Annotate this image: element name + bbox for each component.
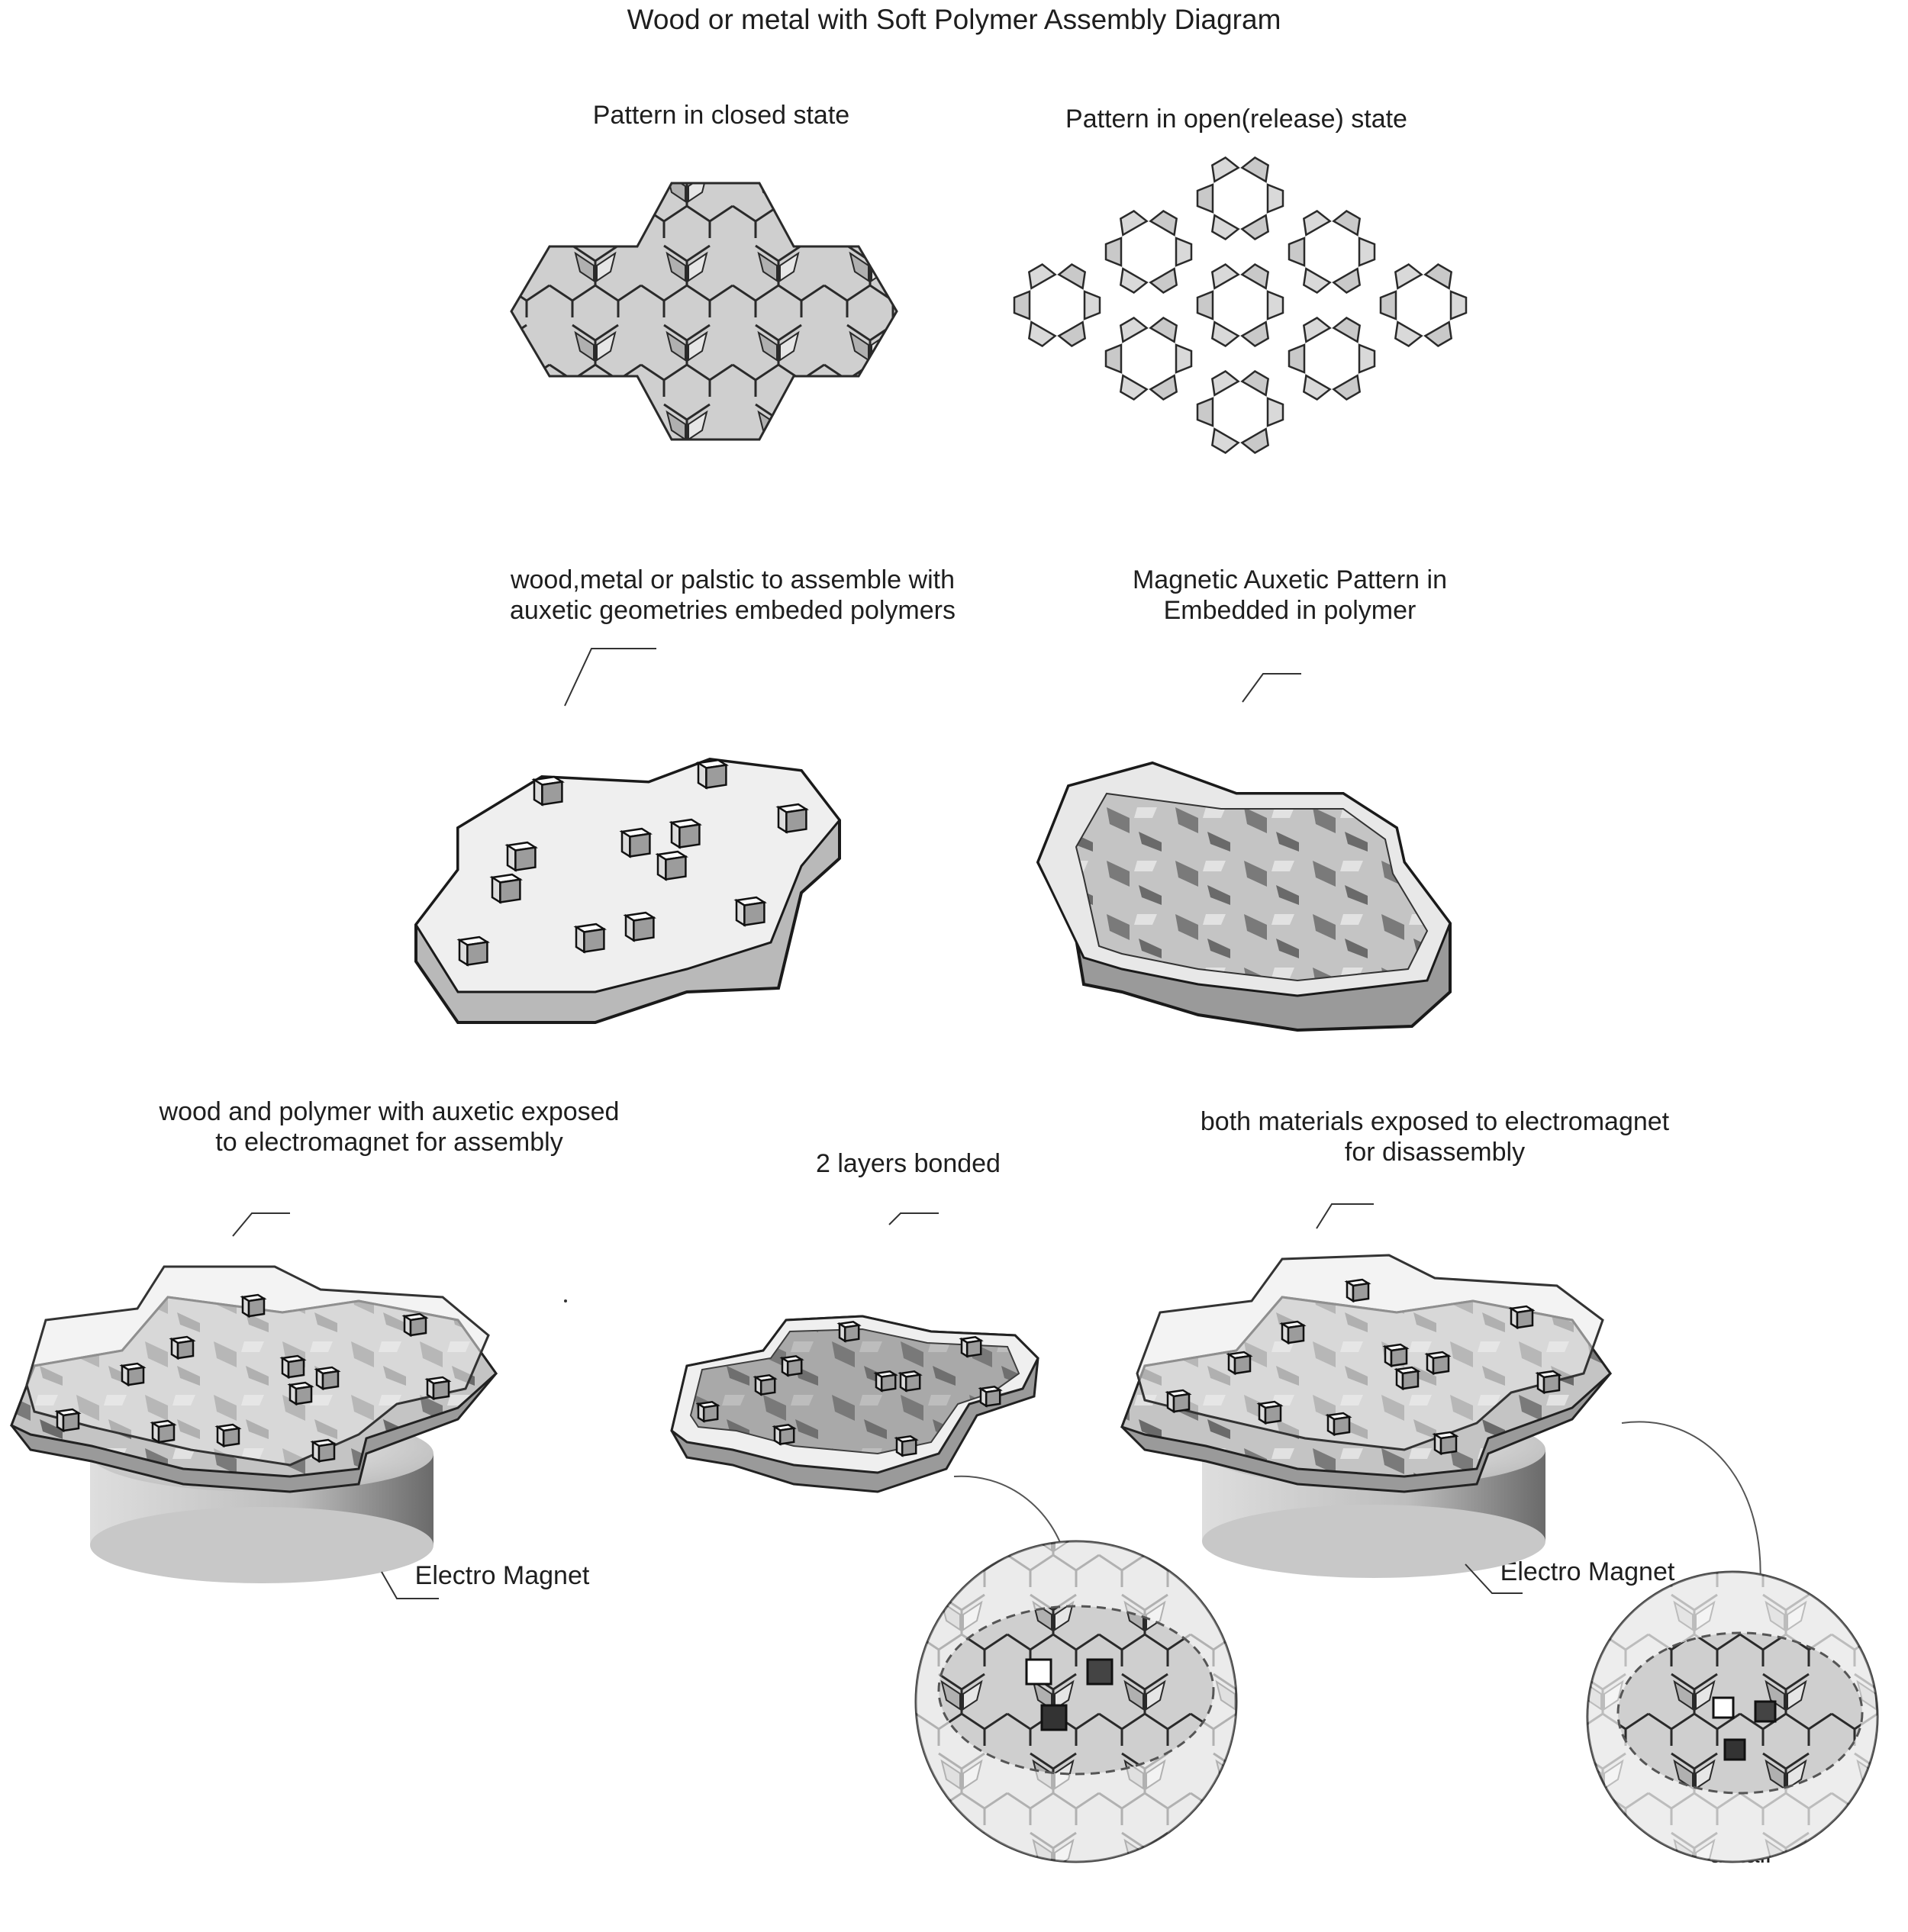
open-pattern-piece — [1197, 398, 1213, 426]
disassembly-cube — [1538, 1371, 1559, 1393]
label-electromagnet-left: Electro Magnet — [414, 1561, 590, 1590]
disassembly-stack-right — [1122, 1204, 1761, 1599]
disassembly-cube — [1282, 1322, 1304, 1343]
open-pattern-piece — [1212, 215, 1238, 239]
open-pattern-piece — [1120, 318, 1146, 342]
open-pattern-piece — [1289, 238, 1304, 266]
bonded-cube — [698, 1402, 717, 1421]
rigid-cube — [658, 852, 685, 879]
assembly-cube — [282, 1356, 304, 1377]
label-bonded: 2 layers bonded — [816, 1149, 1001, 1178]
rigid-cube — [576, 924, 604, 952]
assembly-cube — [427, 1377, 449, 1399]
leader-line-magnetic — [1242, 674, 1301, 702]
open-pattern-piece — [1059, 265, 1085, 288]
rigid-cube — [459, 937, 487, 964]
open-pattern-piece — [1242, 429, 1268, 452]
bonded-cube — [981, 1386, 1000, 1406]
open-pattern-piece — [1268, 398, 1283, 426]
rigid-cube — [534, 777, 562, 804]
bonded-cube — [876, 1371, 895, 1390]
open-pattern-piece — [1395, 265, 1421, 288]
open-pattern-piece — [1212, 429, 1238, 452]
open-pattern-piece — [1150, 269, 1176, 292]
assembly-cube — [243, 1295, 264, 1316]
open-pattern-piece — [1176, 345, 1191, 372]
assembly-cube — [404, 1314, 426, 1335]
disassembly-cube — [1229, 1352, 1250, 1373]
open-pattern-piece — [1212, 372, 1238, 395]
open-pattern-piece — [1150, 211, 1176, 235]
rigid-cube — [672, 819, 699, 847]
assembly-cube — [57, 1409, 79, 1431]
disassembly-cube — [1427, 1352, 1449, 1373]
bonded-cube — [840, 1322, 859, 1341]
bonded-cube — [782, 1356, 801, 1375]
bonded-cube — [897, 1436, 916, 1455]
assembly-cube — [153, 1421, 174, 1442]
rigid-cube — [622, 829, 649, 856]
disassembly-cube — [1328, 1413, 1349, 1435]
detail-circle-left — [916, 1541, 1236, 1862]
open-pattern-piece — [1029, 322, 1055, 346]
open-pattern-piece — [1242, 158, 1268, 182]
open-pattern-piece — [1333, 269, 1359, 292]
assembly-cube — [313, 1440, 334, 1461]
open-pattern-piece — [1059, 322, 1085, 346]
bonded-cube — [901, 1371, 920, 1390]
open-pattern-piece — [1106, 238, 1121, 266]
leader-line-disassembly — [1317, 1204, 1374, 1228]
leader-line-bonded — [889, 1213, 939, 1225]
rigid-cube — [698, 760, 726, 787]
magnetic-auxetic-slab — [1038, 674, 1450, 1030]
open-pattern-piece — [1197, 291, 1213, 319]
open-pattern-piece — [1381, 291, 1396, 319]
leader-line-rigid — [565, 649, 656, 706]
rigid-slab-with-cubes — [416, 649, 840, 1022]
label-rigid-line2: auxetic geometries embeded polymers — [510, 596, 956, 625]
open-pattern-piece — [1150, 318, 1176, 342]
open-pattern-piece — [1197, 185, 1213, 212]
assembly-cube — [172, 1337, 193, 1358]
assembly-stack-left — [11, 1213, 496, 1599]
open-pattern-piece — [1242, 322, 1268, 346]
open-pattern-piece — [1120, 211, 1146, 235]
bonded-cube — [775, 1425, 794, 1444]
rigid-cube — [508, 842, 535, 870]
label-rigid-line1: wood,metal or palstic to assemble with — [510, 565, 956, 594]
open-pattern-piece — [1085, 291, 1100, 319]
label-assembly-line2: to electromagnet for assembly — [215, 1128, 563, 1157]
label-disassembly-line1: both materials exposed to electromagnet — [1200, 1107, 1670, 1136]
disassembly-cube — [1259, 1402, 1281, 1423]
open-pattern-piece — [1395, 322, 1421, 346]
closed-pattern — [511, 183, 897, 440]
label-assembly-line1: wood and polymer with auxetic exposed — [159, 1097, 620, 1126]
detail-circle-right — [1587, 1572, 1877, 1862]
rigid-cube — [492, 874, 520, 902]
open-pattern-piece — [1304, 211, 1329, 235]
disassembly-cube — [1397, 1367, 1418, 1389]
open-pattern-piece — [1451, 291, 1466, 319]
open-pattern-piece — [1120, 269, 1146, 292]
bonded-layers — [672, 1213, 1068, 1572]
open-pattern-piece — [1120, 375, 1146, 399]
open-pattern-piece — [1106, 345, 1121, 372]
open-pattern-piece — [1333, 318, 1359, 342]
open-pattern-piece — [1242, 372, 1268, 395]
open-pattern — [1014, 158, 1466, 453]
bonded-cube — [756, 1375, 775, 1394]
open-pattern-piece — [1242, 265, 1268, 288]
label-magnetic-line1: Magnetic Auxetic Pattern in — [1132, 565, 1447, 594]
open-pattern-piece — [1212, 158, 1238, 182]
assembly-cube — [218, 1425, 239, 1446]
label-magnetic-line2: Embedded in polymer — [1163, 596, 1416, 625]
assembly-cube — [290, 1383, 311, 1404]
open-pattern-piece — [1359, 238, 1375, 266]
open-pattern-piece — [1150, 375, 1176, 399]
leader-line-assembly — [233, 1213, 290, 1236]
open-pattern-piece — [1425, 322, 1451, 346]
assembly-cube — [317, 1367, 338, 1389]
open-pattern-piece — [1304, 318, 1329, 342]
open-pattern-piece — [1289, 345, 1304, 372]
disassembly-cube — [1168, 1390, 1189, 1412]
rigid-cube — [736, 897, 764, 925]
open-pattern-piece — [1425, 265, 1451, 288]
rigid-cube — [626, 913, 653, 940]
open-pattern-piece — [1212, 322, 1238, 346]
disassembly-cube — [1435, 1432, 1456, 1454]
open-pattern-piece — [1014, 291, 1030, 319]
diagram-title: Wood or metal with Soft Polymer Assembly Diagram — [627, 4, 1281, 35]
label-open-state: Pattern in open(release) state — [1065, 105, 1407, 134]
open-pattern-piece — [1333, 375, 1359, 399]
assembly-cube — [122, 1364, 143, 1385]
open-pattern-piece — [1268, 291, 1283, 319]
open-pattern-piece — [1304, 375, 1329, 399]
open-pattern-piece — [1359, 345, 1375, 372]
open-pattern-piece — [1268, 185, 1283, 212]
label-disassembly-line2: for disassembly — [1344, 1138, 1526, 1167]
leader-line-electromagnet-left — [382, 1572, 439, 1599]
bonded-cube — [962, 1337, 981, 1356]
open-pattern-piece — [1212, 265, 1238, 288]
open-pattern-piece — [1304, 269, 1329, 292]
open-pattern-piece — [1176, 238, 1191, 266]
disassembly-cube — [1347, 1280, 1368, 1301]
disassembly-cube — [1511, 1306, 1533, 1328]
open-pattern-piece — [1333, 211, 1359, 235]
open-pattern-piece — [1242, 215, 1268, 239]
disassembly-cube — [1385, 1344, 1407, 1366]
rigid-cube — [778, 804, 806, 832]
label-electromagnet-right: Electro Magnet — [1500, 1557, 1675, 1586]
label-closed-state: Pattern in closed state — [592, 101, 850, 130]
open-pattern-piece — [1029, 265, 1055, 288]
